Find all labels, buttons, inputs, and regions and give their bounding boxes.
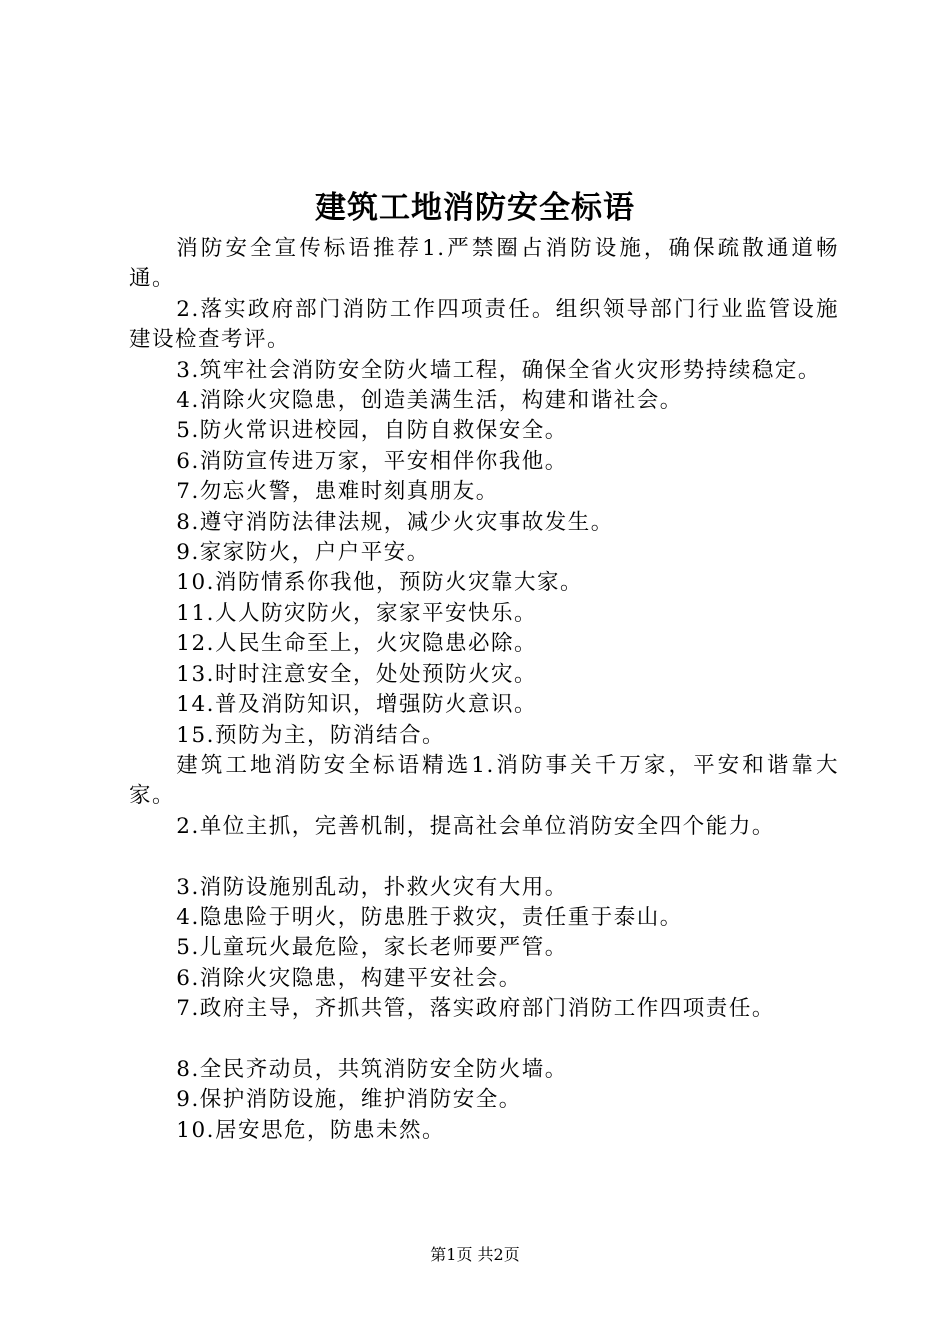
paragraph: 9.保护消防设施，维护消防安全。 — [176, 1087, 522, 1113]
paragraph: 2.单位主抓，完善机制，提高社会单位消防安全四个能力。 — [176, 813, 775, 839]
document-body — [129, 234, 839, 1146]
paragraph: 7.政府主导，齐抓共管，落实政府部门消防工作四项责任。 — [176, 996, 775, 1022]
page-footer: 第1页 共2页 — [430, 1245, 520, 1264]
paragraph: 9.家家防火，户户平安。 — [176, 540, 430, 566]
paragraph: 12.人民生命至上，火灾隐患必除。 — [176, 631, 537, 657]
paragraph: 8.全民齐动员，共筑消防安全防火墙。 — [176, 1056, 568, 1082]
paragraph: 5.儿童玩火最危险，家长老师要严管。 — [176, 935, 568, 961]
paragraph: 6.消除火灾隐患，构建平安社会。 — [176, 965, 522, 991]
paragraph: 10.消防情系你我他，预防火灾靠大家。 — [176, 570, 583, 596]
paragraph: 14.普及消防知识，增强防火意识。 — [176, 692, 537, 718]
paragraph: 11.人人防灾防火，家家平安快乐。 — [176, 600, 537, 626]
blank-line — [129, 1025, 839, 1055]
paragraph: 3.消防设施别乱动，扑救火灾有大用。 — [176, 874, 568, 900]
paragraph: 建筑工地消防安全标语精选1.消防事关千万家，平安和谐靠大家。 — [129, 752, 839, 809]
paragraph: 消防安全宣传标语推荐1.严禁圈占消防设施，确保疏散通道畅通。 — [129, 236, 839, 292]
paragraph: 8.遵守消防法律法规，减少火灾事故发生。 — [176, 509, 614, 535]
paragraph: 4.隐患险于明火，防患胜于救灾，责任重于泰山。 — [176, 904, 683, 930]
paragraph: 3.筑牢社会消防安全防火墙工程，确保全省火灾形势持续稳定。 — [176, 357, 821, 383]
blank-line — [129, 842, 839, 872]
paragraph: 2.落实政府部门消防工作四项责任。组织领导部门行业监管设施建设检查考评。 — [129, 296, 839, 353]
paragraph: 10.居安思危，防患未然。 — [176, 1117, 445, 1143]
paragraph: 13.时时注意安全，处处预防火灾。 — [176, 661, 537, 687]
paragraph: 5.防火常识进校园，自防自救保安全。 — [176, 418, 568, 444]
paragraph: 6.消防宣传进万家，平安相伴你我他。 — [176, 448, 568, 474]
paragraph: 4.消除火灾隐患，创造美满生活，构建和谐社会。 — [176, 388, 683, 414]
document-title: 建筑工地消防安全标语 — [315, 190, 635, 226]
paragraph: 15.预防为主，防消结合。 — [176, 722, 445, 748]
paragraph: 7.勿忘火警，患难时刻真朋友。 — [176, 479, 499, 505]
